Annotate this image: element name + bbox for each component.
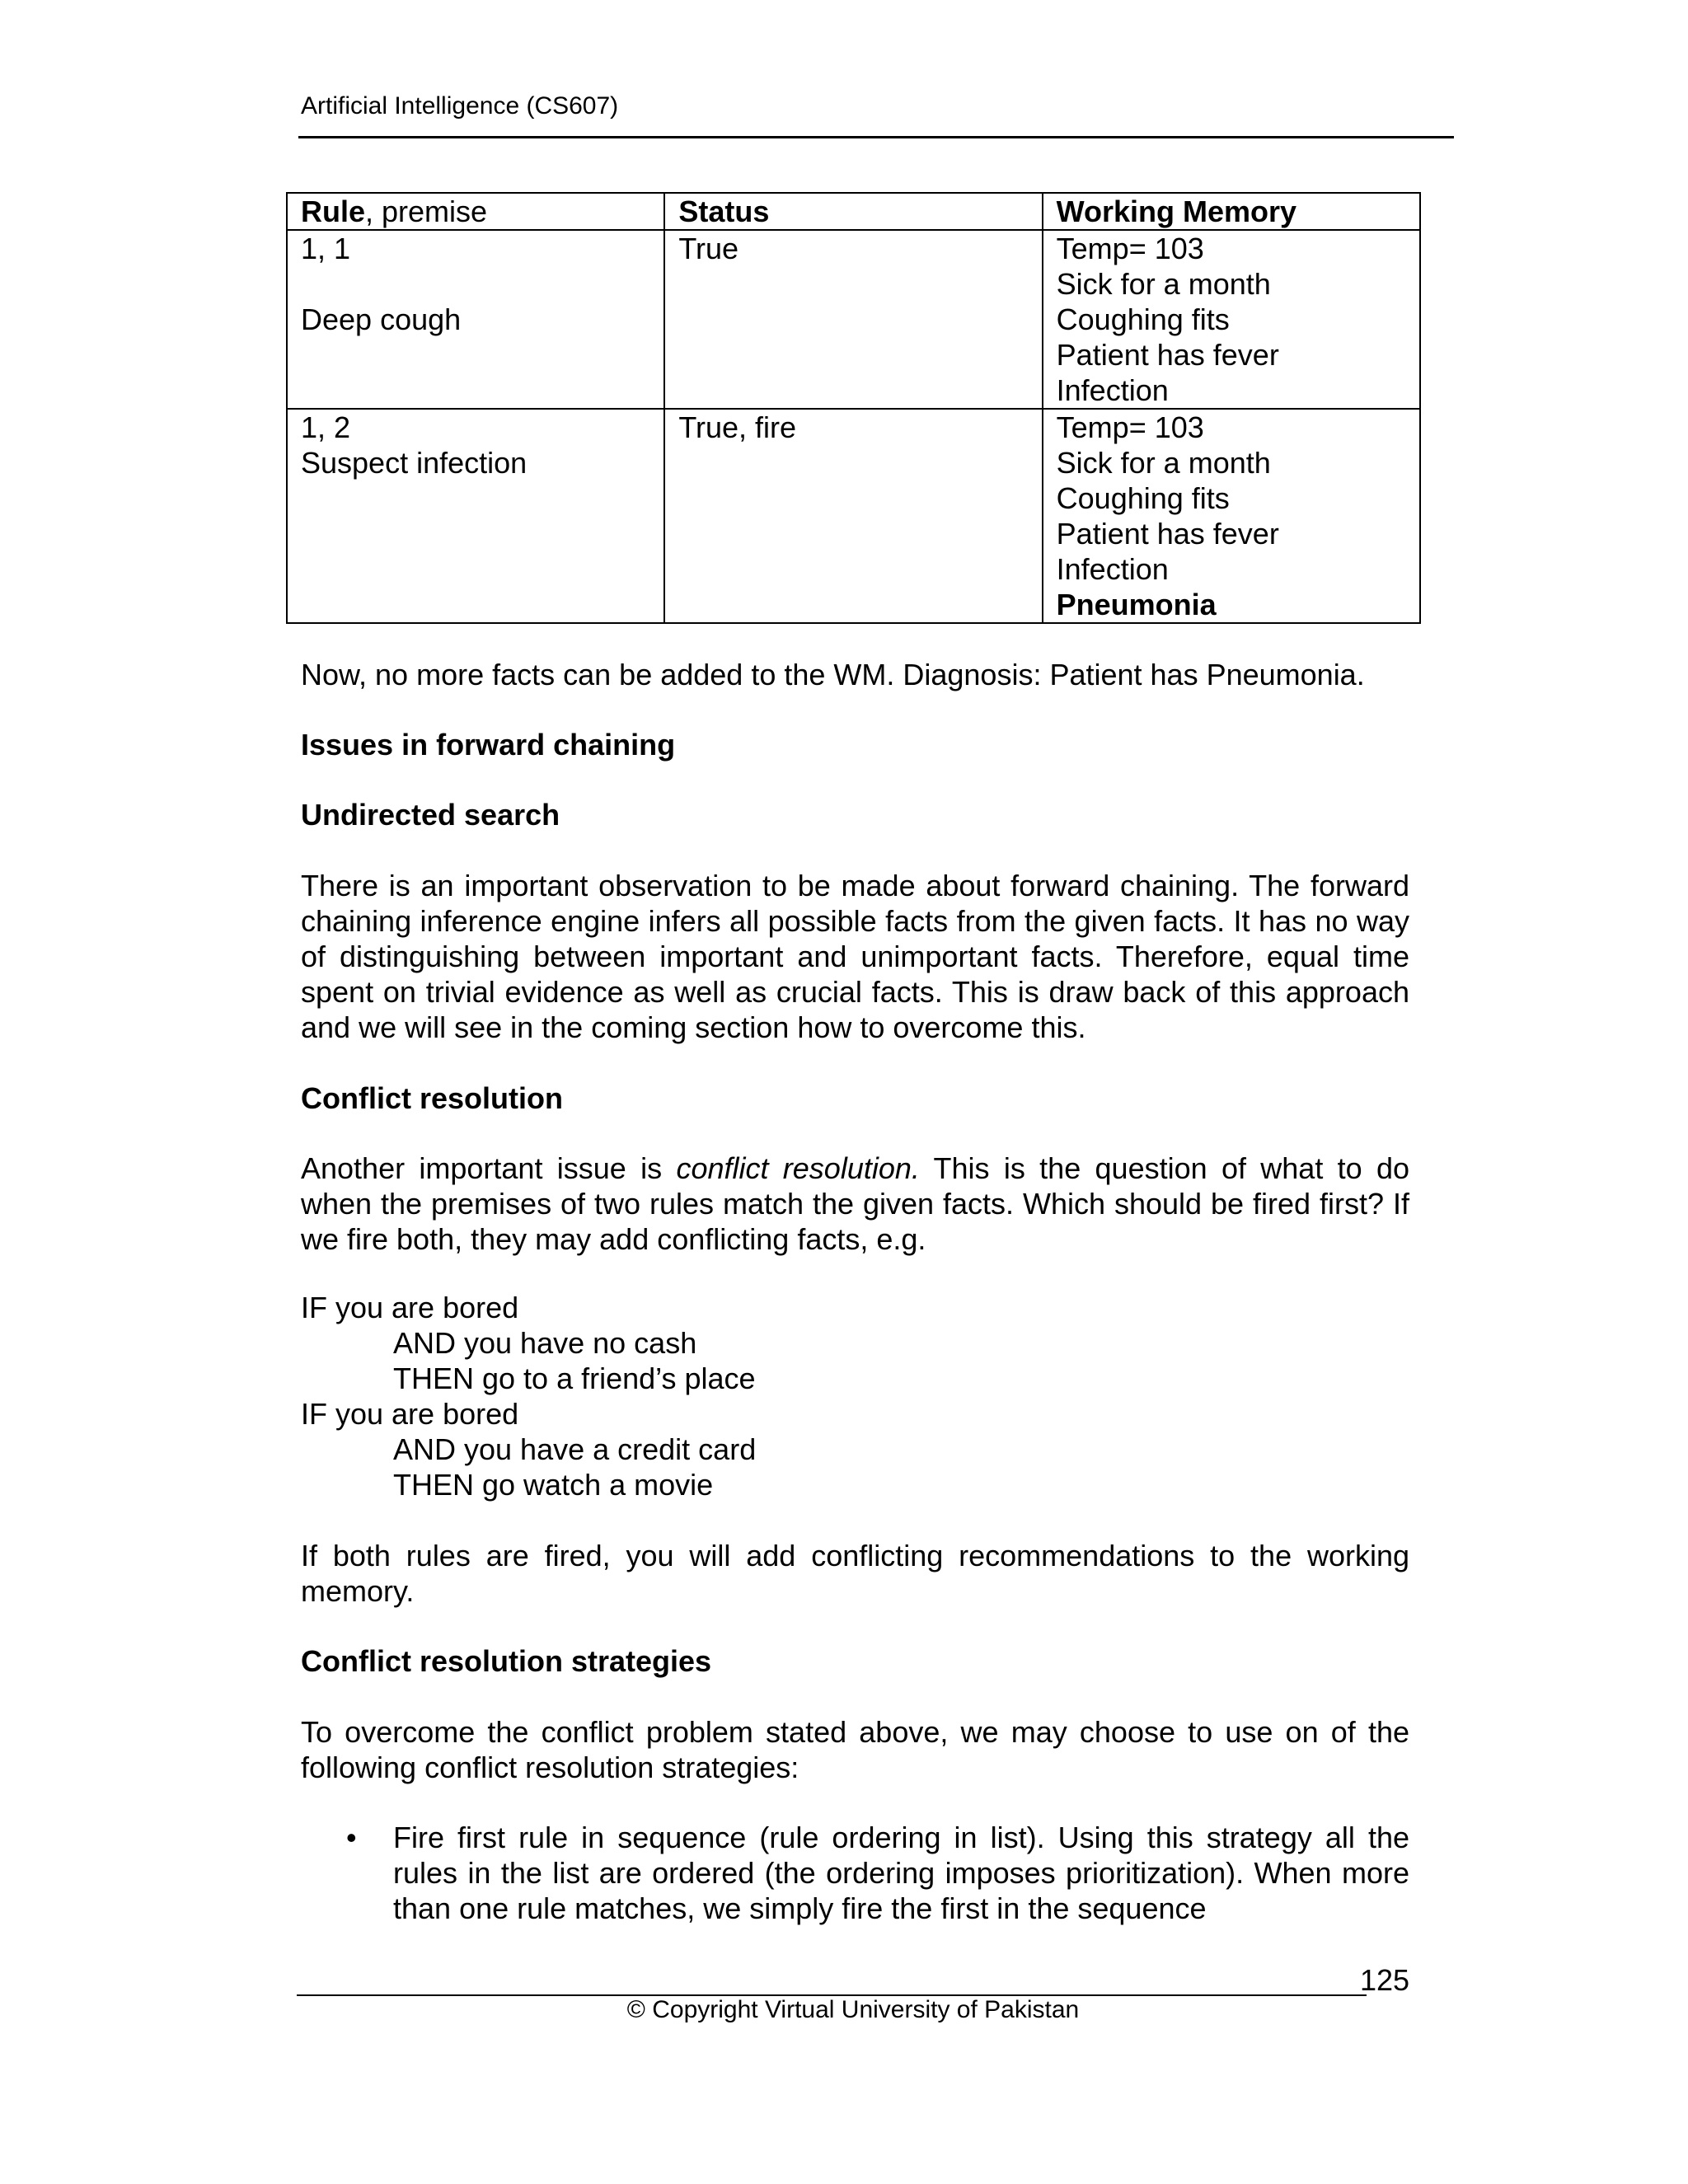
heading-undirected-search: Undirected search <box>301 798 560 832</box>
memory-cell: Temp= 103 Sick for a month Coughing fits Patient has fever Infection Pneumonia <box>1043 409 1420 623</box>
table-row <box>287 409 1420 623</box>
rule-and-line: AND you have no cash <box>393 1326 697 1360</box>
heading-conflict-strategies: Conflict resolution strategies <box>301 1644 712 1678</box>
rule-if-line: IF you are bored <box>301 1397 519 1431</box>
header-divider <box>298 136 1454 138</box>
rule-then-line: THEN go watch a movie <box>393 1468 714 1502</box>
column-header-status: Status <box>664 193 1042 230</box>
paragraph-conflict-resolution: Another important issue is conflict resolution. This is the question of what to do when the premises of two rules match the given facts. Which should be fired first? If we fire both, they may add conflicting facts, e.g. <box>301 1151 1410 1256</box>
heading-conflict-resolution: Conflict resolution <box>301 1081 563 1115</box>
heading-issues: Issues in forward chaining <box>301 728 676 762</box>
bullet-text: Fire first rule in sequence (rule ordering in list). Using this strategy all the rules in the list are ordered (the ordering imposes prioritization). When more than one rule matches, we simply fire the first in the sequence <box>393 1821 1409 1925</box>
rule-then-line: THEN go to a friend’s place <box>393 1361 756 1395</box>
memory-cell: Temp= 103 Sick for a month Coughing fits Patient has fever Infection <box>1043 230 1420 409</box>
paragraph-strategies: To overcome the conflict problem stated above, we may choose to use on of the following conflict resolution strategies: <box>301 1715 1409 1784</box>
rule-and-line: AND you have a credit card <box>393 1432 757 1466</box>
rule-premise-cell: 1, 2 Suspect infection <box>287 409 664 623</box>
column-header-rule: Rule, premise <box>287 193 664 230</box>
rule-if-line: IF you are bored <box>301 1291 519 1324</box>
example-rules <box>301 1290 756 1502</box>
diagnosis-text: Now, no more facts can be added to the WM. Diagnosis: Patient has Pneumonia. <box>301 658 1365 691</box>
paragraph-both-rules: If both rules are fired, you will add conflicting recommendations to the working memory. <box>301 1539 1409 1608</box>
footer-copyright: © Copyright Virtual University of Pakistan <box>626 1996 1080 2023</box>
page-header-title: Artificial Intelligence (CS607) <box>301 92 619 120</box>
paragraph-undirected-search: There is an important observation to be made about forward chaining. The forward chaining inference engine infers all possible facts from the given facts. It has no way of distinguishing between important and unimportant facts. Therefore, equal time spent on trivial evidence as well as crucial facts. This is draw back of this approach and we will see in the coming section how to overcome this. <box>301 869 1409 1044</box>
status-cell: True <box>664 230 1042 409</box>
page-number: 125 <box>1360 1963 1410 1997</box>
rule-premise-cell: 1, 1 Deep cough <box>287 230 664 409</box>
column-header-memory: Working Memory <box>1043 193 1420 230</box>
bullet-icon: • <box>346 1821 357 1854</box>
list-item <box>346 1820 1409 1926</box>
table-row <box>287 230 1420 409</box>
table-header-row <box>287 193 1420 230</box>
status-cell: True, fire <box>664 409 1042 623</box>
working-memory-table <box>286 192 1421 624</box>
